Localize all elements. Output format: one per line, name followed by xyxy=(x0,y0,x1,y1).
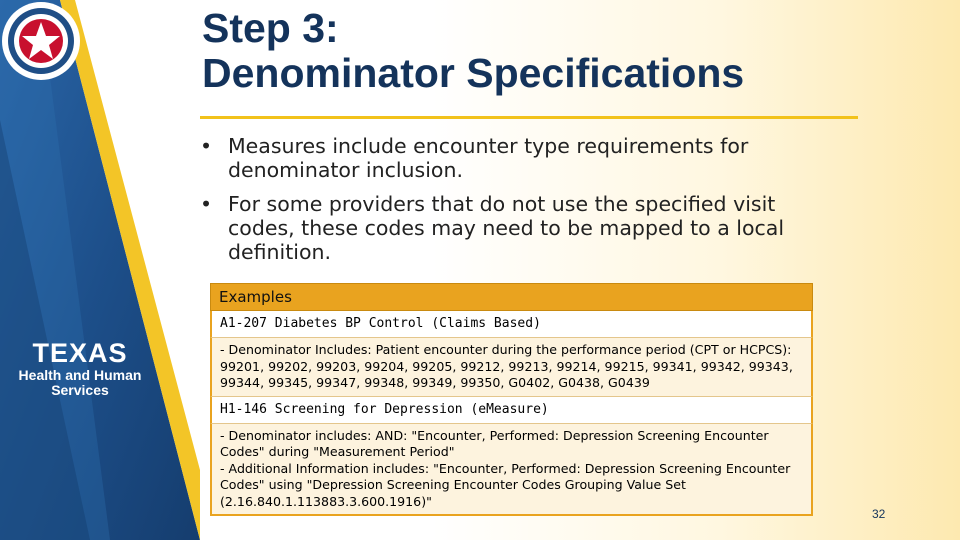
logo-hhs-line2: Services xyxy=(51,382,109,398)
texas-seal-icon xyxy=(0,0,82,82)
bullet-dot-icon: • xyxy=(200,192,213,216)
logo-texas-text: TEXAS xyxy=(32,338,128,368)
example-body: - Denominator Includes: Patient encounter during the performance period (CPT or HCPCS): 99201, 99202, 99203, 99204, 99205, 99212, 99213, 99214, 99215, 99341, 99342, 99343, 99344, 99345, 99347, 99348, 99349, 99350, G0402, G0438, G0439 xyxy=(210,338,813,397)
page-number: 32 xyxy=(872,507,886,521)
example-body xyxy=(210,424,813,517)
example-body-line: - Additional Information includes: "Encounter, Performed: Depression Screening Encounter Codes" using "Depression Screening Encounter Codes Grouping Value Set (2.16.840.1.113883.3.600.1916)" xyxy=(220,460,791,509)
examples-header: Examples xyxy=(210,283,813,311)
logo-hhs-line1: Health and Human xyxy=(18,367,142,383)
title-underline xyxy=(200,116,858,119)
slide-title xyxy=(202,6,882,96)
title-line-2: Denominator Specifications xyxy=(202,50,745,96)
examples-table xyxy=(210,283,813,516)
title-line-1: Step 3: xyxy=(202,5,339,51)
bullet-item xyxy=(200,192,840,264)
example-body-line: - Denominator includes: AND: "Encounter, Performed: Depression Screening Encounter Codes" during "Measurement Period" xyxy=(220,427,769,459)
bullet-item xyxy=(200,134,840,182)
bullet-list xyxy=(200,134,840,274)
bullet-dot-icon: • xyxy=(200,134,213,158)
logo-hhs-text xyxy=(5,368,155,398)
bullet-text: For some providers that do not use the specified visit codes, these codes may need to be mapped to a local definition. xyxy=(228,192,785,264)
example-heading: A1-207 Diabetes BP Control (Claims Based) xyxy=(210,311,813,338)
bullet-text: Measures include encounter type requirements for denominator inclusion. xyxy=(228,134,749,182)
sidebar-band xyxy=(0,0,200,540)
example-heading: H1-146 Screening for Depression (eMeasure) xyxy=(210,397,813,424)
